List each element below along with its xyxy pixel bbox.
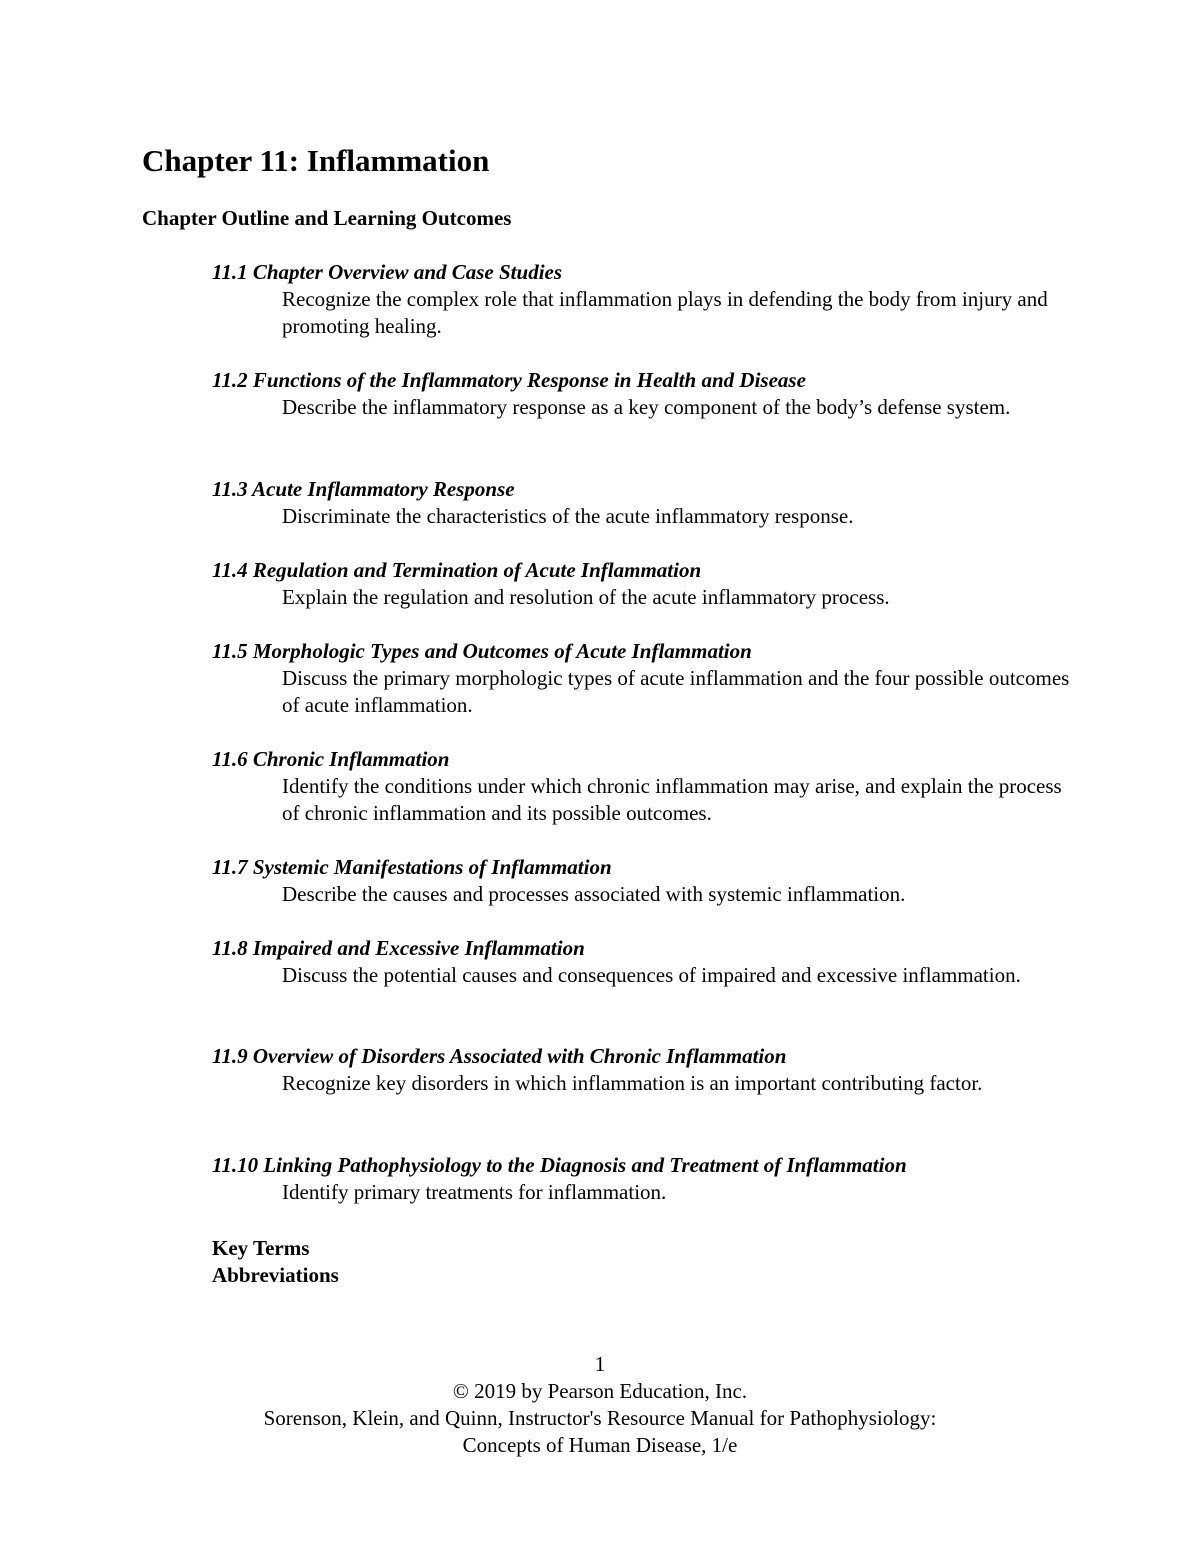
learning-outcome: Describe the causes and processes associated with systemic inflammation. (282, 882, 906, 906)
outline-section-11-5 (212, 638, 1092, 719)
learning-outcome: Explain the regulation and resolution of the acute inflammatory process. (282, 585, 890, 609)
outline-section-11-9 (212, 1043, 1092, 1097)
learning-outcome: Identify primary treatments for inflammation. (282, 1180, 667, 1204)
page-title: Chapter 11: Inflammation (142, 143, 490, 178)
abbreviations-item: Abbreviations (212, 1263, 339, 1287)
source-citation-line2: Concepts of Human Disease, 1/e (462, 1433, 738, 1457)
outline-section-11-7 (212, 854, 1092, 908)
key-items-list (212, 1235, 339, 1289)
learning-outcome: Describe the inflammatory response as a key component of the body’s defense system. (282, 395, 1011, 419)
section-title: 11.3 Acute Inflammatory Response (212, 477, 515, 501)
page-footer (0, 1351, 1200, 1459)
section-title: 11.7 Systemic Manifestations of Inflammation (212, 855, 612, 879)
section-title: 11.1 Chapter Overview and Case Studies (212, 260, 563, 284)
section-title: 11.6 Chronic Inflammation (212, 747, 450, 771)
learning-outcome: Discuss the primary morphologic types of acute inflammation and the four possible outcomes of acute inflammation. (282, 666, 1070, 717)
outline-section-11-8 (212, 935, 1092, 989)
page-number: 1 (594, 1352, 606, 1376)
learning-outcome: Recognize key disorders in which inflammation is an important contributing factor. (282, 1071, 983, 1095)
key-terms-item: Key Terms (212, 1236, 310, 1260)
learning-outcome: Discuss the potential causes and consequences of impaired and excessive inflammation. (282, 963, 1021, 987)
outline-section-11-1 (212, 259, 1092, 340)
outline-section-11-10 (212, 1152, 1092, 1206)
learning-outcome: Discriminate the characteristics of the acute inflammatory response. (282, 504, 854, 528)
source-citation-line1: Sorenson, Klein, and Quinn, Instructor's Resource Manual for Pathophysiology: (263, 1406, 937, 1430)
learning-outcome: Identify the conditions under which chronic inflammation may arise, and explain the process of chronic inflammation and its possible outcomes. (282, 774, 1062, 825)
outline-heading: Chapter Outline and Learning Outcomes (142, 206, 512, 230)
outline-section-11-6 (212, 746, 1092, 827)
section-title: 11.9 Overview of Disorders Associated with Chronic Inflammation (212, 1044, 787, 1068)
section-title: 11.10 Linking Pathophysiology to the Diagnosis and Treatment of Inflammation (212, 1153, 907, 1177)
section-title: 11.2 Functions of the Inflammatory Response in Health and Disease (212, 368, 806, 392)
section-title: 11.4 Regulation and Termination of Acute Inflammation (212, 558, 702, 582)
section-title: 11.5 Morphologic Types and Outcomes of Acute Inflammation (212, 639, 752, 663)
learning-outcome: Recognize the complex role that inflammation plays in defending the body from injury and promoting healing. (282, 287, 1048, 338)
outline-section-11-2 (212, 367, 1092, 421)
section-title: 11.8 Impaired and Excessive Inflammation (212, 936, 585, 960)
copyright-notice: © 2019 by Pearson Education, Inc. (452, 1379, 748, 1403)
outline-section-11-3 (212, 476, 1092, 530)
outline-section-11-4 (212, 557, 1092, 611)
